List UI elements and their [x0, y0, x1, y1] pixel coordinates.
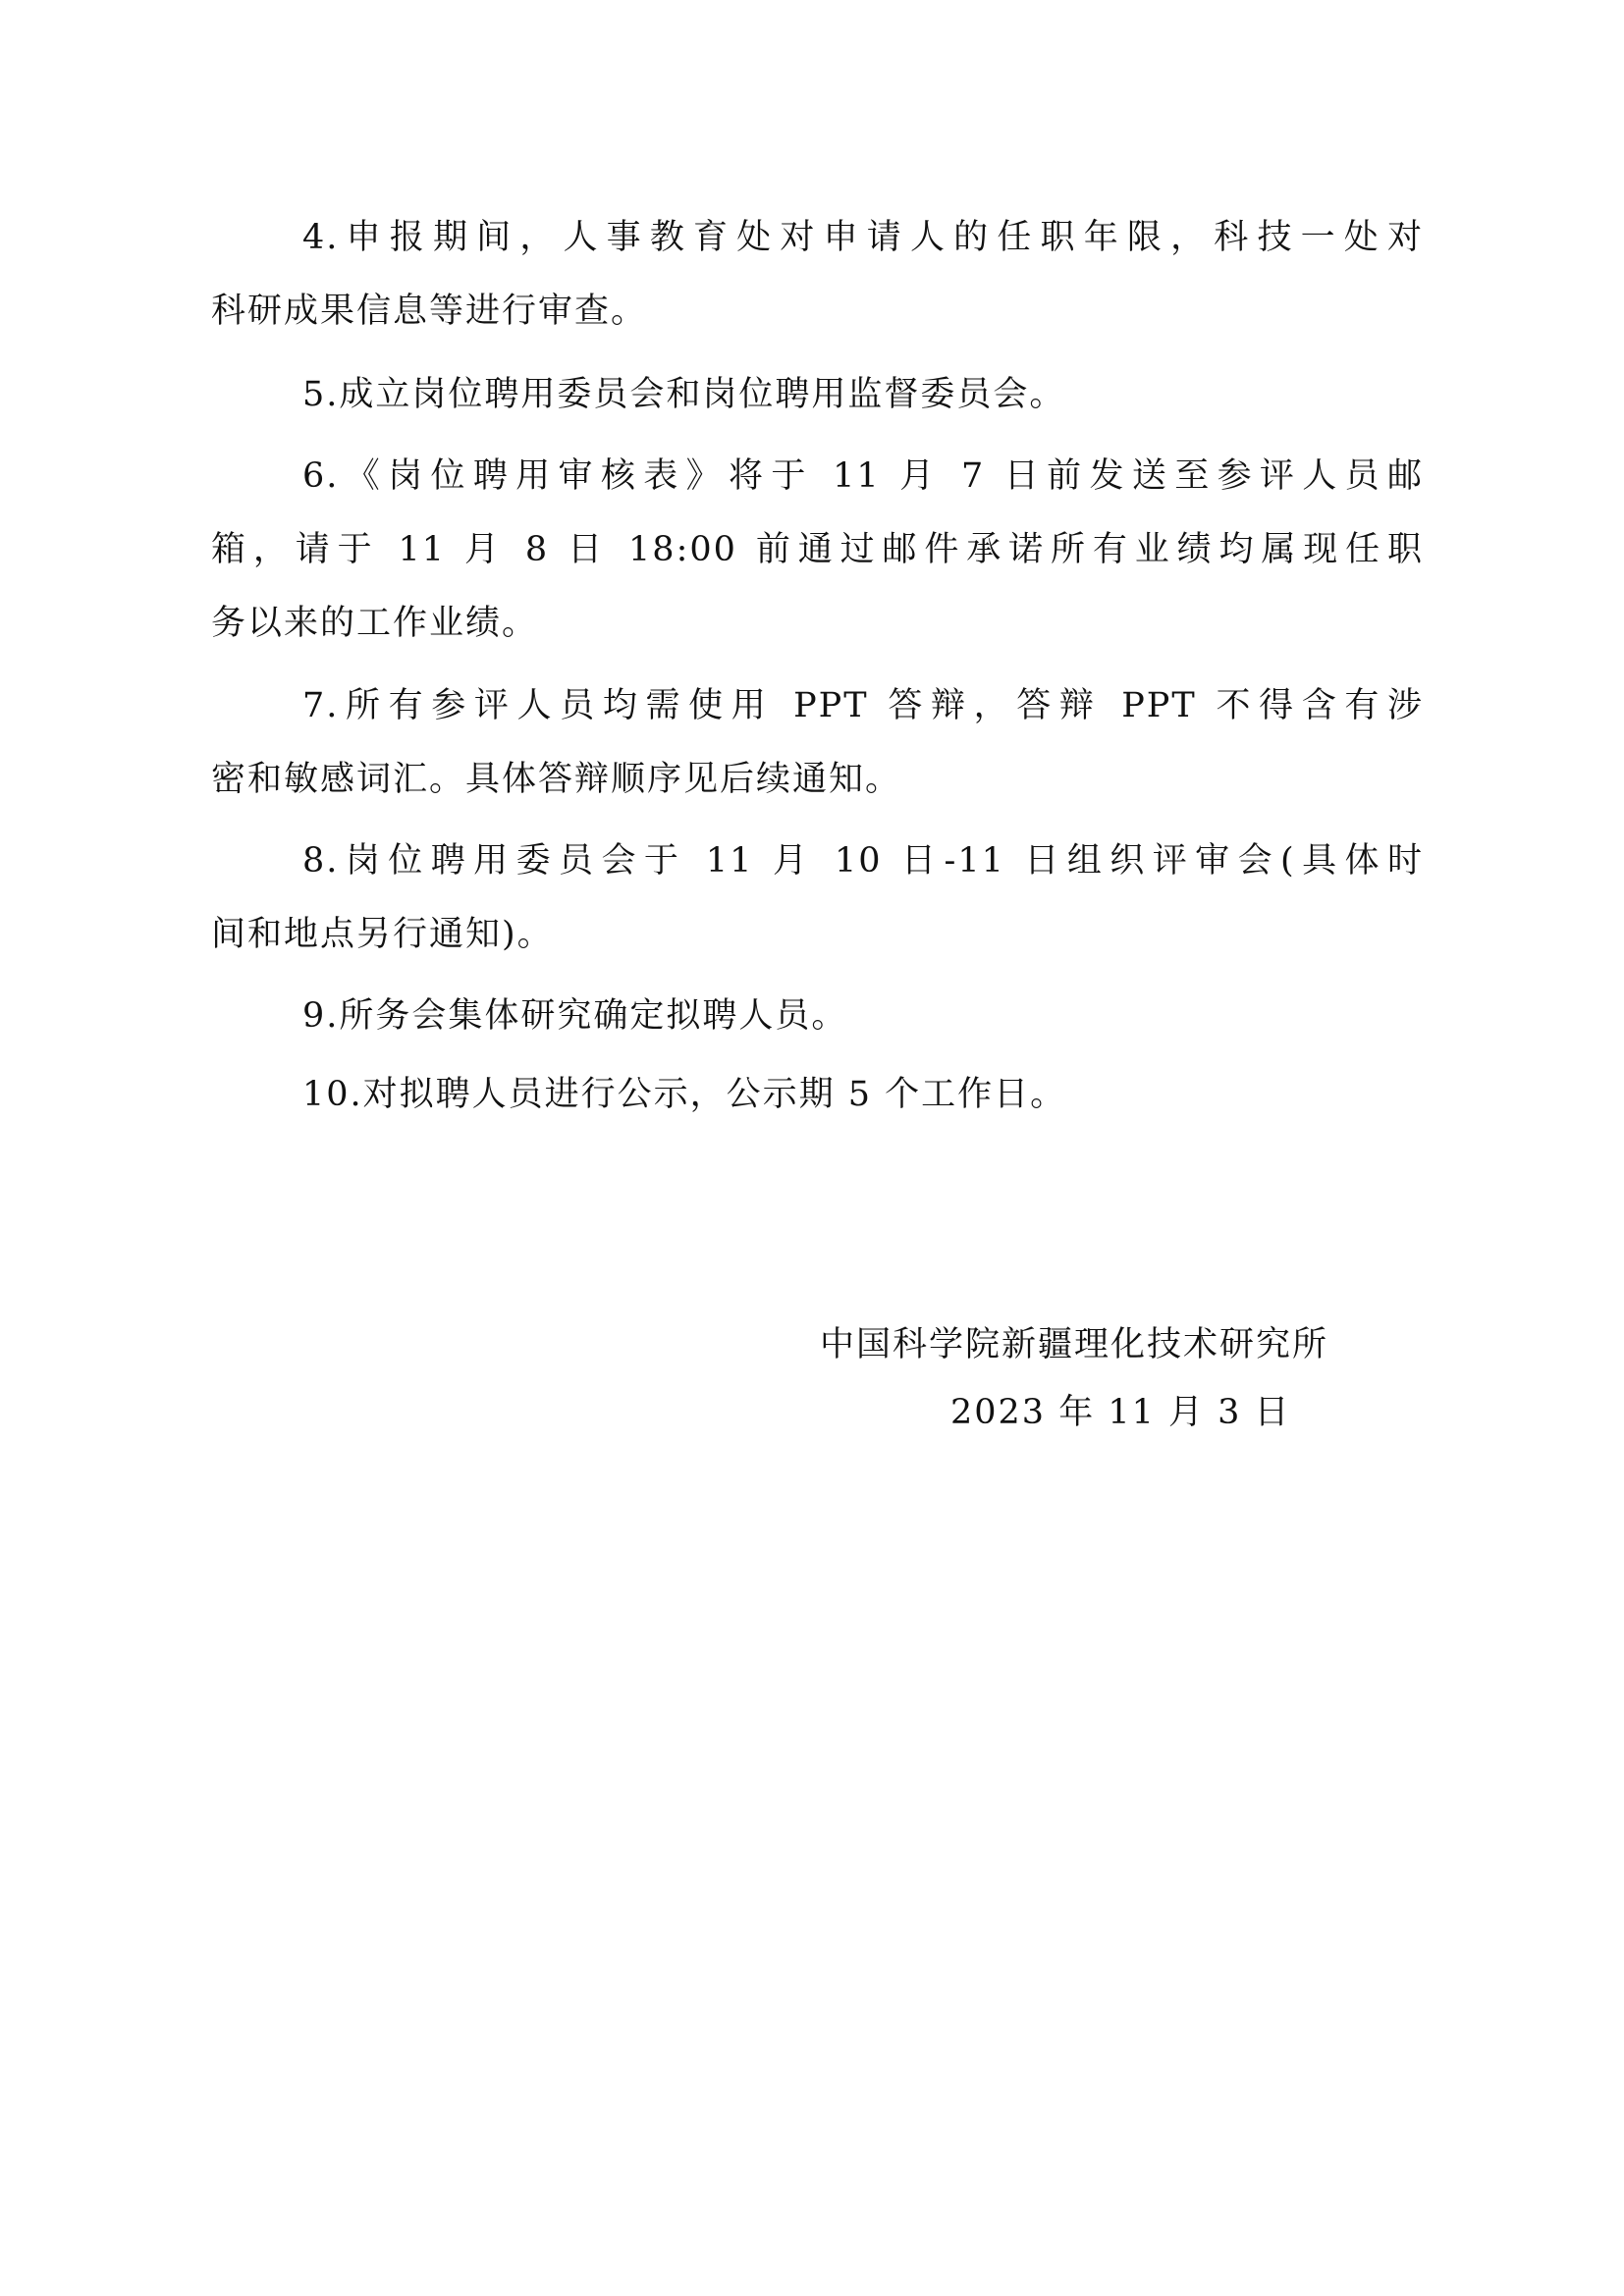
- paragraph-10-line-1: 10.对拟聘人员进行公示，公示期 5 个工作日。: [302, 1075, 1067, 1114]
- paragraph-6-line-1: 6.《岗位聘用审核表》将于 11 月 7 日前发送至参评人员邮: [302, 456, 1424, 496]
- paragraph-7-line-2: 密和敏感词汇。具体答辩顺序见后续通知。: [211, 760, 902, 799]
- paragraph-6-line-2: 箱，请于 11 月 8 日 18:00 前通过邮件承诺所有业绩均属现任职: [211, 530, 1424, 569]
- paragraph-9-line-1: 9.所务会集体研究确定拟聘人员。: [302, 996, 848, 1036]
- signature-organization: 中国科学院新疆理化技术研究所: [820, 1325, 1329, 1364]
- paragraph-8-line-1: 8.岗位聘用委员会于 11 月 10 日-11 日组织评审会(具体时: [302, 841, 1424, 881]
- paragraph-4-line-2: 科研成果信息等进行审查。: [211, 292, 648, 331]
- paragraph-5-line-1: 5.成立岗位聘用委员会和岗位聘用监督委员会。: [302, 375, 1066, 414]
- paragraph-6-line-3: 务以来的工作业绩。: [211, 604, 539, 643]
- paragraph-7-line-1: 7.所有参评人员均需使用 PPT 答辩，答辩 PPT 不得含有涉: [302, 686, 1424, 725]
- paragraph-8-line-2: 间和地点另行通知)。: [211, 915, 554, 954]
- paragraph-4-line-1: 4.申报期间，人事教育处对申请人的任职年限，科技一处对: [302, 218, 1424, 257]
- signature-date: 2023 年 11 月 3 日: [950, 1393, 1291, 1432]
